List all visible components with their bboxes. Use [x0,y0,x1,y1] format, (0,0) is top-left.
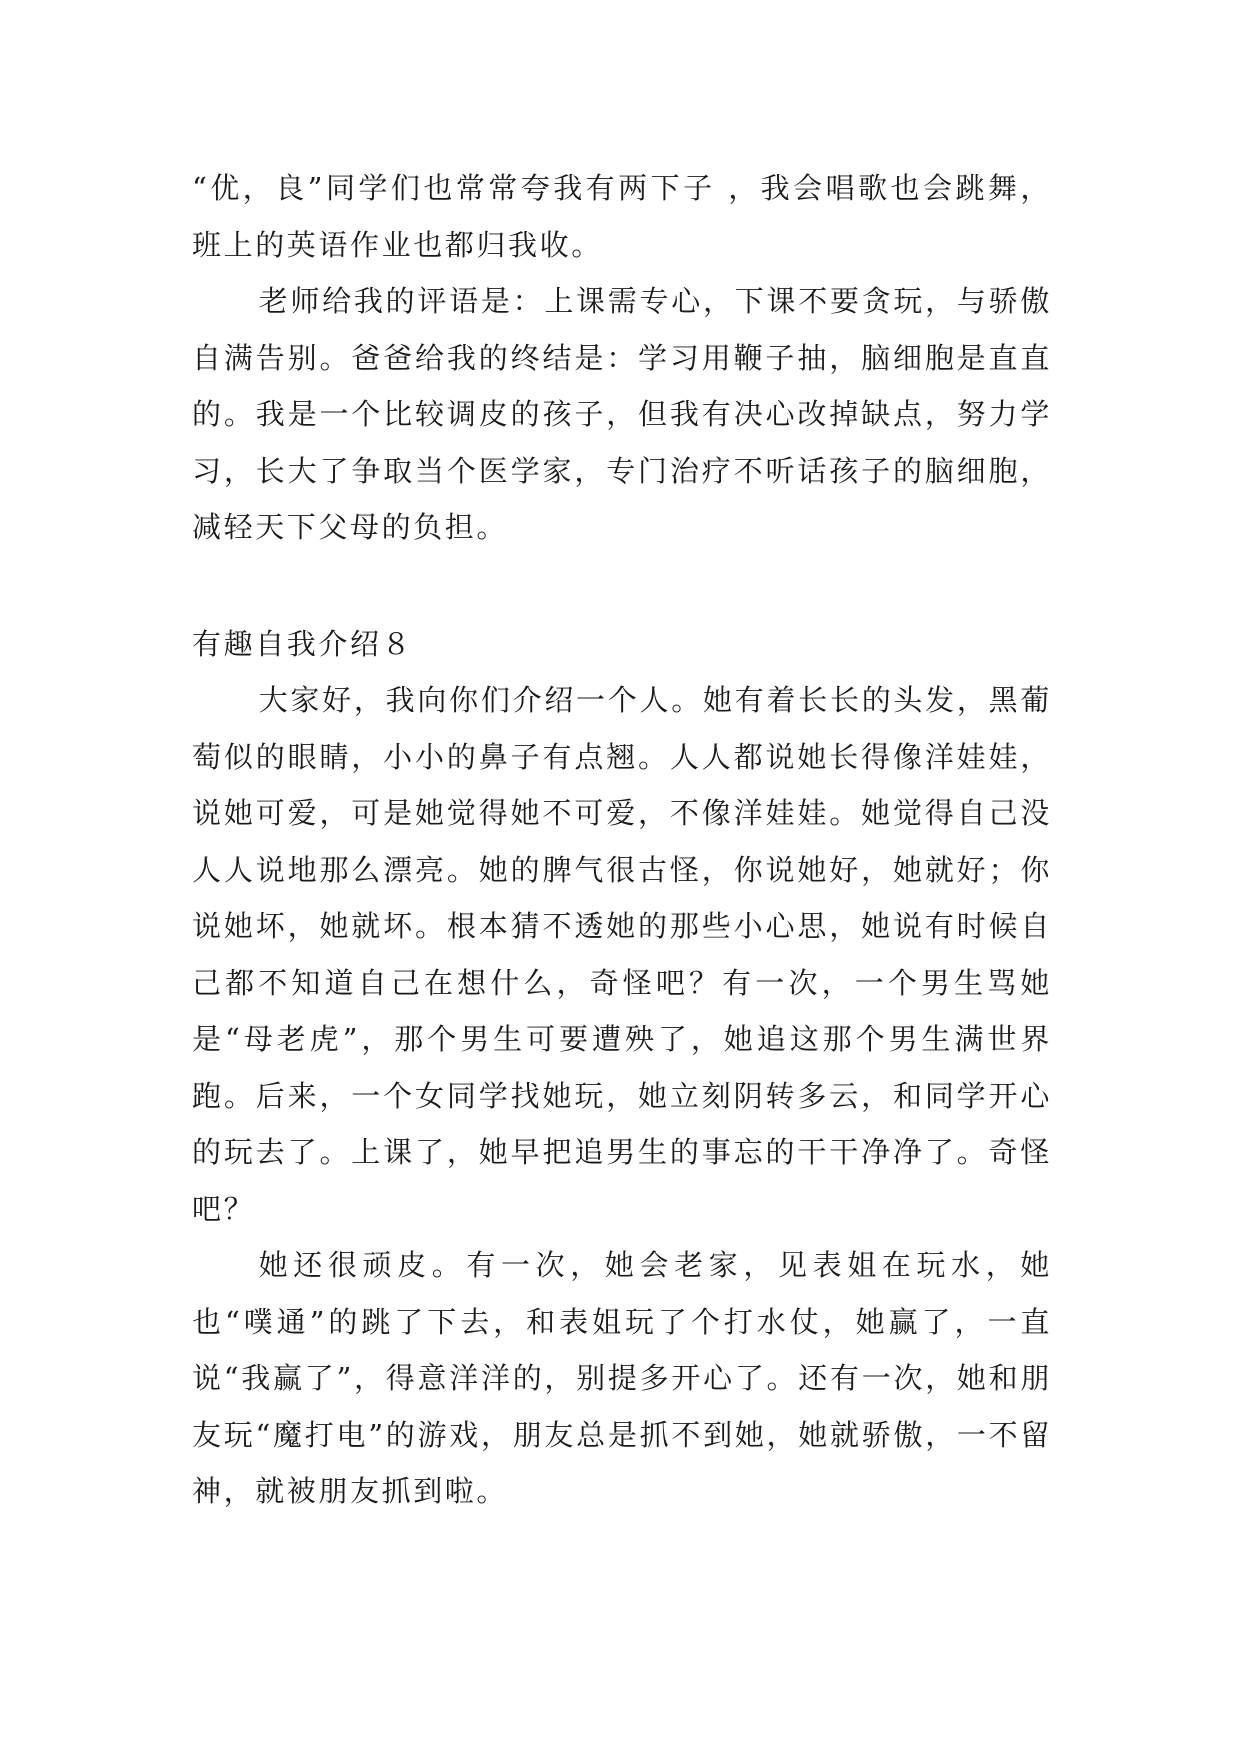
section-title: 有趣自我介绍８ [192,626,414,661]
paragraph-teacher-comment: 老师给我的评语是：上课需专心，下课不要贪玩，与骄傲自满告别。爸爸给我的终结是：学习用鞭子抽，脑细胞是直直的。我是一个比较调皮的孩子，但我有决心改掉缺点，努力学习，长大了争取当个医学家，专门治疗不听话孩子的脑细胞，减轻天下父母的负担。 [192,284,1052,544]
section-gap [192,556,1052,616]
paragraph-praise: “优，良”同学们也常常夸我有两下子 ，我会唱歌也会跳舞，班上的英语作业也都归我收。 [192,171,1052,262]
document-body [192,160,1052,1520]
paragraph-naughty: 她还很顽皮。有一次，她会老家，见表姐在玩水，她也“噗通”的跳了下去，和表姐玩了个打水仗，她赢了，一直说“我赢了”，得意洋洋的，别提多开心了。还有一次，她和朋友玩“魔打电”的游戏，朋友总是抓不到她，她就骄傲，一不留神，就被朋友抓到啦。 [192,1248,1052,1508]
paragraph-introduction: 大家好，我向你们介绍一个人。她有着长长的头发，黑葡萄似的眼睛，小小的鼻子有点翘。人人都说她长得像洋娃娃，说她可爱，可是她觉得她不可爱，不像洋娃娃。她觉得自己没人人说地那么漂亮。她的脾气很古怪，你说她好，她就好；你说她坏，她就坏。根本猜不透她的那些小心思，她说有时候自己都不知道自己在想什么，奇怪吧？有一次，一个男生骂她是“母老虎”，那个男生可要遭殃了，她追这那个男生满世界跑。后来，一个女同学找她玩，她立刻阴转多云，和同学开心的玩去了。上课了，她早把追男生的事忘的干干净净了。奇怪吧？ [192,683,1052,1226]
